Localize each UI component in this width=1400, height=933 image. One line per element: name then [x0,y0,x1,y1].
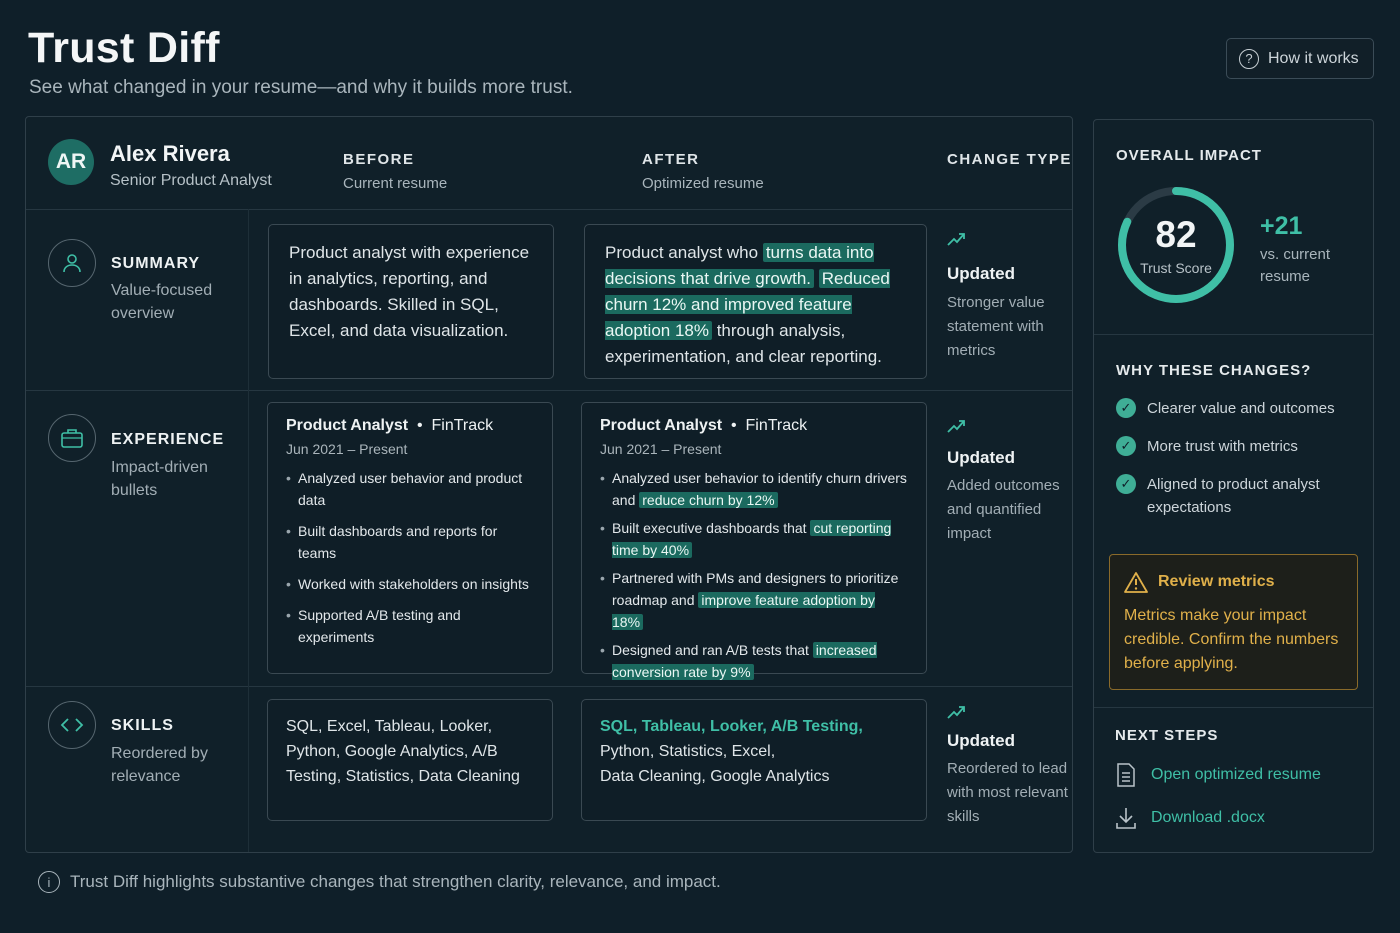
list-item: • Analyzed user behavior to identify churn drivers and reduce churn by 12% [600,467,908,511]
profile-name: Alex Rivera [110,141,230,166]
experience-change-subtitle: Added outcomes and quantified impact [947,477,1060,542]
briefcase-icon [48,414,96,462]
experience-change-label: Updated [947,448,1015,467]
divider [1094,707,1373,708]
skills-section-title: SKILLS [111,717,174,734]
check-icon: ✓ [1116,474,1136,494]
highlight: improve feature adoption by 18% [612,592,875,630]
page-subtitle: See what changed in your resume—and why it builds more trust. [29,77,573,98]
summary-before-text: Product analyst with experience in analytics, reporting, and dashboards. Skilled in SQL, Excel, and data visualization. [289,243,530,340]
summary-before-box [268,224,554,379]
experience-after-box [581,402,927,680]
why-item: ✓ More trust with metrics [1116,435,1298,458]
skills-change-label: Updated [947,731,1015,750]
warning-icon [1124,571,1148,593]
before-column-title: BEFORE [343,151,415,168]
page-title: Trust Diff [28,24,220,72]
divider [1094,334,1373,335]
download-docx-link[interactable]: Download .docx [1115,806,1265,830]
how-it-works-label: How it works [1268,49,1359,67]
divider [26,390,1072,391]
list-item: • Worked with stakeholders on insights [286,573,534,595]
list-item: • Analyzed user behavior and product data [286,467,534,511]
check-icon: ✓ [1116,398,1136,418]
review-metrics-alert [1109,554,1358,690]
trend-up-icon [947,418,967,439]
list-item: • Supported A/B testing and experiments [286,604,534,648]
skills-after-text: SQL, Tableau, Looker, A/B Testing, Python, Statistics, Excel, Data Cleaning, Google Analytics [600,714,908,789]
next-steps-title: NEXT STEPS [1115,727,1219,744]
avatar: AR [48,139,94,185]
impact-title: OVERALL IMPACT [1116,147,1262,164]
list-item: • Partnered with PMs and designers to prioritize roadmap and improve feature adoption by 18% [600,567,908,633]
divider [26,686,1072,687]
download-icon [1115,806,1137,830]
code-icon [48,701,96,749]
question-icon: ? [1239,49,1259,69]
check-icon: ✓ [1116,436,1136,456]
alert-text: Metrics make your impact credible. Confirm the numbers before applying. [1124,607,1339,672]
change-type-column-title: CHANGE TYPE [947,151,1072,168]
divider [26,209,1072,210]
profile-role: Senior Product Analyst [110,172,272,189]
job-dates: Jun 2021 – Present [600,441,722,457]
how-it-works-button[interactable] [1226,38,1374,79]
list-item: • Designed and ran A/B tests that increased conversion rate by 9% [600,639,908,683]
why-item: ✓ Clearer value and outcomes [1116,397,1335,420]
after-bullet-list [600,467,908,683]
skills-before-text: SQL, Excel, Tableau, Looker, Python, Google Analytics, A/B Testing, Statistics, Data Cleaning [286,718,520,785]
list-item: • Built executive dashboards that cut reporting time by 40% [600,517,908,561]
trust-score-label: Trust Score [1140,260,1212,276]
user-icon [48,239,96,287]
highlight: increased conversion rate by 9% [612,642,877,680]
diff-card [25,116,1073,853]
skills-after-box [581,699,927,821]
score-delta: +21 [1260,212,1303,240]
summary-section-title: SUMMARY [111,255,201,272]
open-resume-link[interactable]: Open optimized resume [1115,762,1321,788]
alert-heading: Review metrics [1124,571,1275,593]
before-column-subtitle: Current resume [343,175,448,192]
summary-change-label: Updated [947,264,1015,283]
list-item: • Built dashboards and reports for teams [286,520,534,564]
highlight: Reduced churn 12% and improved feature adoption 18% [605,269,890,340]
info-icon: i [38,871,60,893]
experience-section-title: EXPERIENCE [111,431,225,448]
why-title: WHY THESE CHANGES? [1116,362,1312,379]
summary-after-text: Product analyst who turns data into decisions that drive growth. Reduced churn 12% and improved feature adoption 18% through analysis, experimentation, and clear reporting. [605,243,890,366]
highlight: turns data into decisions that drive growth. [605,243,874,288]
after-column-title: AFTER [642,151,700,168]
document-icon [1115,762,1137,788]
summary-after-box [584,224,927,379]
highlight: reduce churn by 12% [639,492,777,508]
score-delta-subtitle: vs. current resume [1260,246,1331,285]
skills-before-box [267,699,553,821]
highlight: cut reporting time by 40% [612,520,892,558]
summary-change-subtitle: Stronger value statement with metrics [947,294,1045,359]
skills-change-subtitle: Reordered to lead with most relevant skills [947,760,1068,825]
summary-section-subtitle: Value-focused overview [111,282,213,322]
impact-panel [1093,119,1374,853]
highlight: SQL, Tableau, Looker, A/B Testing, [600,718,863,735]
job-dates: Jun 2021 – Present [286,441,408,457]
why-item: ✓ Aligned to product analyst expectations [1116,473,1356,519]
trust-score-value: 82 [1155,214,1197,255]
skills-section-subtitle: Reordered by relevance [111,745,208,785]
trend-up-icon [947,231,967,252]
after-column-subtitle: Optimized resume [642,175,764,192]
experience-section-subtitle: Impact-driven bullets [111,459,208,499]
footer-note: i Trust Diff highlights substantive changes that strengthen clarity, relevance, and impact. [38,871,721,893]
divider [248,209,249,852]
job-heading: Product Analyst • FinTrack [600,417,808,434]
trend-up-icon [947,704,967,725]
job-heading: Product Analyst • FinTrack [286,417,494,434]
experience-before-box [267,402,553,674]
before-bullet-list [286,467,534,648]
